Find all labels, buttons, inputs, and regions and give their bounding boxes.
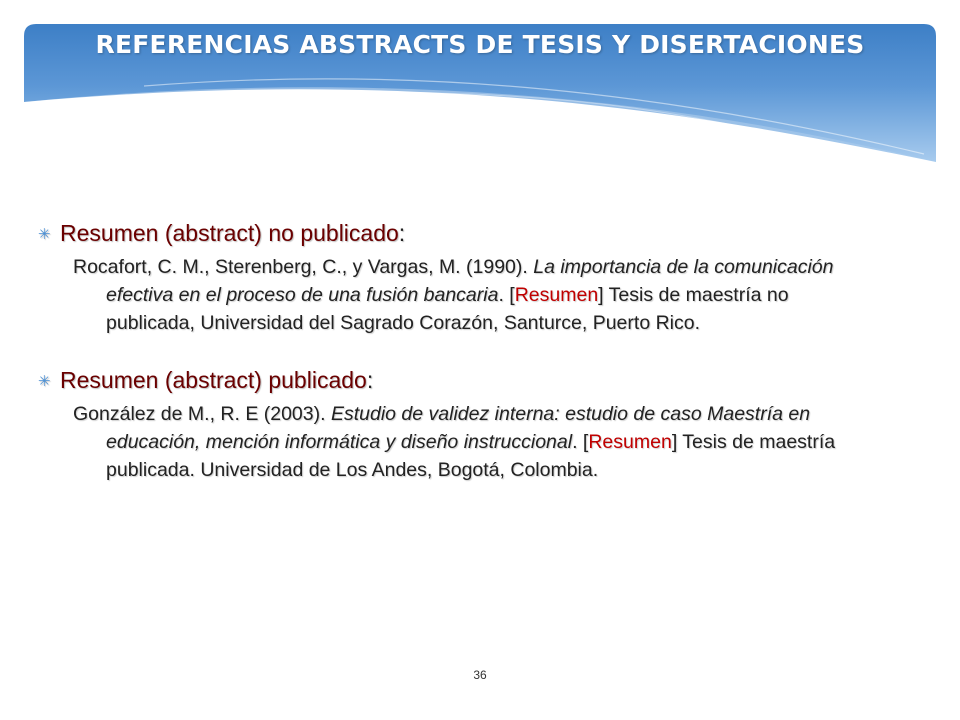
ref-rest: ] Tesis de maestría publicada. Universidad de Los Andes, Bogotá, Colombia. bbox=[106, 431, 836, 481]
page-title: REFERENCIAS ABSTRACTS DE TESIS Y DISERTACIONES bbox=[95, 30, 865, 59]
ref-punct: . [ bbox=[572, 431, 589, 453]
reference-entry bbox=[73, 400, 858, 484]
ref-title: Estudio de validez interna: estudio de caso Maestría en educación, mención informática y diseño instruccional bbox=[106, 403, 811, 453]
heading-colon: : bbox=[398, 220, 406, 246]
heading-text: Resumen (abstract) no publicado bbox=[60, 220, 399, 246]
section-published bbox=[38, 367, 858, 484]
references-content bbox=[38, 220, 858, 514]
ref-punct: . [ bbox=[498, 284, 515, 306]
asterisk-bullet-icon: ✳ bbox=[38, 372, 51, 390]
ref-title: La importancia de la comunicación efectiva en el proceso de una fusión bancaria bbox=[106, 256, 834, 306]
section-unpublished bbox=[38, 220, 858, 337]
page-number: 36 bbox=[473, 668, 487, 682]
ref-rest: ] Tesis de maestría no publicada, Universidad del Sagrado Corazón, Santurce, Puerto Rico. bbox=[106, 284, 789, 334]
heading-text: Resumen (abstract) publicado bbox=[60, 367, 367, 393]
ref-tag: Resumen bbox=[588, 431, 672, 453]
section-heading bbox=[38, 220, 858, 247]
ref-tag: Resumen bbox=[514, 284, 599, 306]
ref-authors: González de M., R. E (2003). bbox=[73, 403, 331, 425]
section-heading bbox=[38, 367, 858, 394]
asterisk-bullet-icon: ✳ bbox=[38, 225, 51, 243]
heading-colon: : bbox=[366, 367, 374, 393]
reference-entry bbox=[73, 253, 858, 337]
ref-authors: Rocafort, C. M., Sterenberg, C., y Vargas, M. (1990). bbox=[73, 256, 534, 278]
